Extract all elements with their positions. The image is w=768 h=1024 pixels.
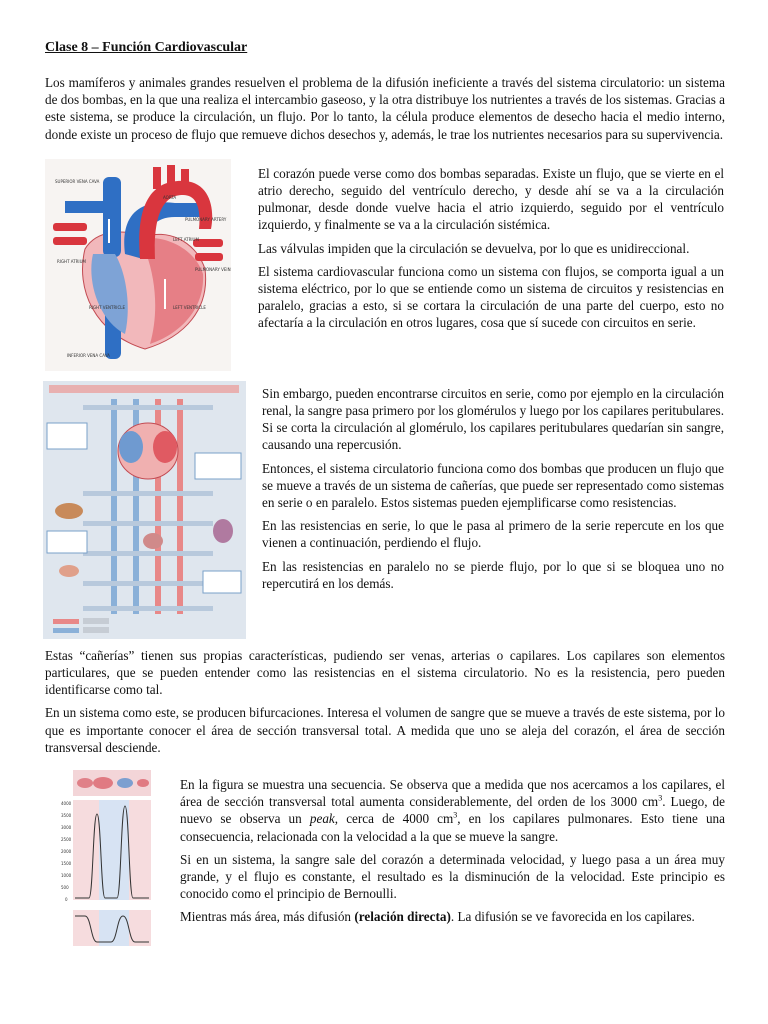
document-page	[45, 40, 725, 950]
chart-tick: 500	[61, 885, 69, 891]
heart-label: LEFT ATRIUM	[173, 236, 199, 242]
text-run: . La difusión se ve favorecida en los capilares.	[450, 909, 695, 925]
chart-tick: 3500	[61, 813, 72, 819]
chart-tick: 1500	[61, 861, 72, 867]
paragraph: Si en un sistema, la sangre sale del corazón a determinada velocidad, y luego pasa a un área muy grande, y el flujo es constante, el resultado es la disminución de la velocidad. Este principio es conocido como el principio de Bernoulli.	[180, 851, 725, 902]
chart-tick: 3000	[61, 825, 72, 831]
heart-label: AORTA	[163, 194, 177, 200]
heart-label: INFERIOR VENA CAVA	[67, 352, 110, 358]
area-section	[45, 770, 725, 950]
emphasis-text: peak	[309, 811, 335, 827]
superscript: 3	[453, 811, 458, 821]
text-run: , cerca de 4000 cm	[334, 811, 454, 827]
circulation-section	[45, 385, 725, 647]
text-run: , en los capilares pulmonares. Esto tiene una consecuencia, relacionada con la velocidad a la que se mueve la sangre.	[180, 811, 725, 844]
chart-tick: 2000	[61, 849, 72, 855]
page-title: Clase 8 – Función Cardiovascular	[45, 40, 248, 55]
paragraph: En las resistencias en paralelo no se pierde flujo, por lo que si se bloquea uno no repercutirá en los demás.	[262, 558, 724, 591]
superscript: 3	[658, 793, 663, 803]
paragraph: Sin embargo, pueden encontrarse circuitos en serie, como por ejemplo en la circulación renal, la sangre pasa primero por los glomérulos y luego por los capilares peritubulares. Si se corta la circulación al glomérulo, los capilares peritubulares quedarían sin sangre, causando una repercusión.	[262, 385, 724, 453]
paragraph: El corazón puede verse como dos bombas separadas. Existe un flujo, que se vierte en el atrio derecho, seguido del ventrículo derecho, y desde ahí se va a la circulación pulmonar, desde donde vuelve hacia el atrio izquierdo, seguido por el ventrículo izquierdo, y finalmente se va a la circulación sistémica.	[258, 165, 724, 233]
circulation-diagram-image	[43, 381, 246, 639]
chart-tick: 0	[65, 897, 68, 903]
paragraph: Entonces, el sistema circulatorio funciona como dos bombas que producen un flujo que se mueve a través de un sistema de cañerías, que puede ser representado como sistemas en serie o en paralelo. Estos sistemas pueden ejemplificarse como resistencias.	[262, 460, 724, 511]
heart-label: PULMONARY VEINS	[195, 266, 231, 272]
heart-diagram-image	[45, 159, 231, 371]
chart-tick: 2500	[61, 837, 72, 843]
heart-text	[258, 165, 724, 338]
heart-label: RIGHT VENTRICLE	[89, 304, 125, 310]
text-run: Mientras más área, más difusión	[180, 909, 355, 925]
heart-label: SUPERIOR VENA CAVA	[55, 178, 100, 184]
paragraph: En las resistencias en serie, lo que le pasa al primero de la serie repercute en los que vienen a continuación, perdiendo el flujo.	[262, 518, 724, 551]
intro-paragraph: Los mamíferos y animales grandes resuelven el problema de la difusión ineficiente a través del sistema circulatorio: un sistema de dos bombas, en la que una realiza el intercambio gaseoso, y la otra distribuye los nutrientes a través de los sistemas. Gracias a este sistema, se produce la circulación, un flujo. Por lo tanto, la célula produce elementos de desecho hacia el medio interno, donde existe un proceso de flujo que remueve dichos desechos y, además, le trae los nutrientes necesarios para su supervivencia.	[45, 75, 725, 142]
paragraph-canerias: Estas “cañerías” tienen sus propias características, pudiendo ser venas, arterias o capilares. Los capilares son elementos particulares, que se pueden entender como las resistencias en el sistema circulatorio. No es la resistencia, pero pueden identificarse como tal.	[45, 647, 725, 698]
text-run: En la figura se muestra una secuencia. Se observa que a medida que nos acercamos a los capilares, el área de sección transversal total aumenta considerablemente, del orden de los 3000 cm	[180, 777, 725, 810]
paragraph: El sistema cardiovascular funciona como un sistema con flujos, se comporta igual a un sistema eléctrico, por lo que se entiende como un sistema de circuitos y resistencias en paralelo, gracias a esto, si se cortara la circulación de una parte del cuerpo, esto no afectaría a la circulación en otros lugares, cosa que sí sucede con circuitos en serie.	[258, 263, 724, 331]
heart-section	[45, 165, 725, 371]
paragraph-bifurcaciones: En un sistema como este, se producen bifurcaciones. Interesa el volumen de sangre que se mueve a través de este sistema, por lo que es importante conocer el área de sección transversal total. A medida que uno se aleja del corazón, el área de sección transversal desciende.	[45, 705, 725, 755]
heart-label: LEFT VENTRICLE	[173, 304, 206, 310]
cross-section-chart-image	[45, 770, 153, 948]
chart-tick: 4000	[61, 801, 72, 807]
text-run: . Luego, de nuevo se observa un	[180, 794, 726, 827]
paragraph	[180, 776, 725, 845]
heart-label: RIGHT ATRIUM	[57, 258, 86, 264]
chart-tick: 1000	[61, 873, 72, 879]
heart-label: PULMONARY ARTERY	[185, 216, 227, 222]
paragraph	[180, 908, 725, 925]
bold-text: (relación directa)	[354, 909, 451, 925]
paragraph: Las válvulas impiden que la circulación se devuelva, por lo que es unidireccional.	[258, 240, 690, 256]
area-text	[180, 776, 725, 932]
circulation-text	[262, 385, 724, 598]
